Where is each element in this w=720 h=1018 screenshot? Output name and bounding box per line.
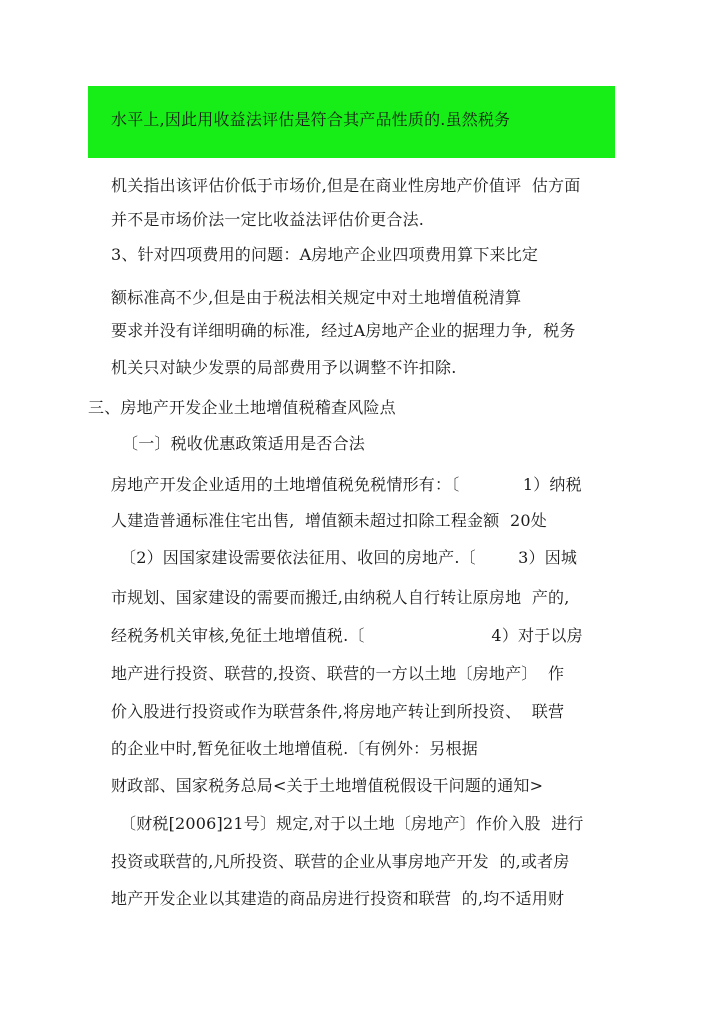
text-line-17: 财政部、国家税务总局<关于土地增值税假设干问题的通知> [111, 776, 544, 795]
text-line-4: 额标准高不少,但是由于税法相关规定中对土地增值税清算 [111, 288, 522, 307]
section-heading: 三、房地产开发企业土地增值税稽查风险点 [88, 398, 396, 417]
text-line-15: 价入股进行投资或作为联营条件,将房地产转让到所投资、 联营 [111, 702, 565, 721]
text-line-1: 机关指出该评估价低于市场价,但是在商业性房地产价值评 估方面 [111, 176, 581, 195]
text-line-11: 〔2）因国家建设需要依法征用、收回的房地产.〔 3）因城 [120, 548, 578, 567]
text-line-20: 地产开发企业以其建造的商品房进行投资和联营 的,均不适用财 [111, 889, 565, 908]
text-line-6: 机关只对缺少发票的局部费用予以调整不许扣除. [111, 358, 457, 377]
text-line-19: 投资或联营的,凡所投资、联营的企业从事房地产开发 的,或者房 [111, 852, 570, 871]
subsection-heading: 〔一〕税收优惠政策适用是否合法 [122, 434, 366, 453]
text-line-10: 人建造普通标准住宅出售, 增值额未超过扣除工程金额 20处 [111, 511, 547, 530]
highlighted-text-line: 水平上,因此用收益法评估是符合其产品性质的.虽然税务 [111, 110, 511, 129]
text-line-3: 3、针对四项费用的问题：A房地产企业四项费用算下来比定 [111, 245, 539, 264]
text-line-12: 市规划、国家建设的需要而搬迁,由纳税人自行转让原房地 产的, [111, 588, 570, 607]
text-line-16: 的企业中时,暂免征收土地增值税.〔有例外：另根据 [111, 739, 478, 758]
text-line-5: 要求并没有详细明确的标准, 经过A房地产企业的据理力争, 税务 [111, 321, 576, 340]
text-line-2: 并不是市场价法一定比收益法评估价更合法. [111, 210, 425, 229]
text-line-18: 〔财税[2006]21号〕规定,对于以土地〔房地产〕作价入股 进行 [120, 814, 584, 833]
text-line-14: 地产进行投资、联营的,投资、联营的一方以土地〔房地产〕 作 [111, 664, 565, 683]
text-line-9: 房地产开发企业适用的土地增值税免税情形有：〔 1）纳税 [111, 475, 582, 494]
text-line-13: 经税务机关审核,免征土地增值税.〔 4）对于以房 [111, 626, 583, 645]
